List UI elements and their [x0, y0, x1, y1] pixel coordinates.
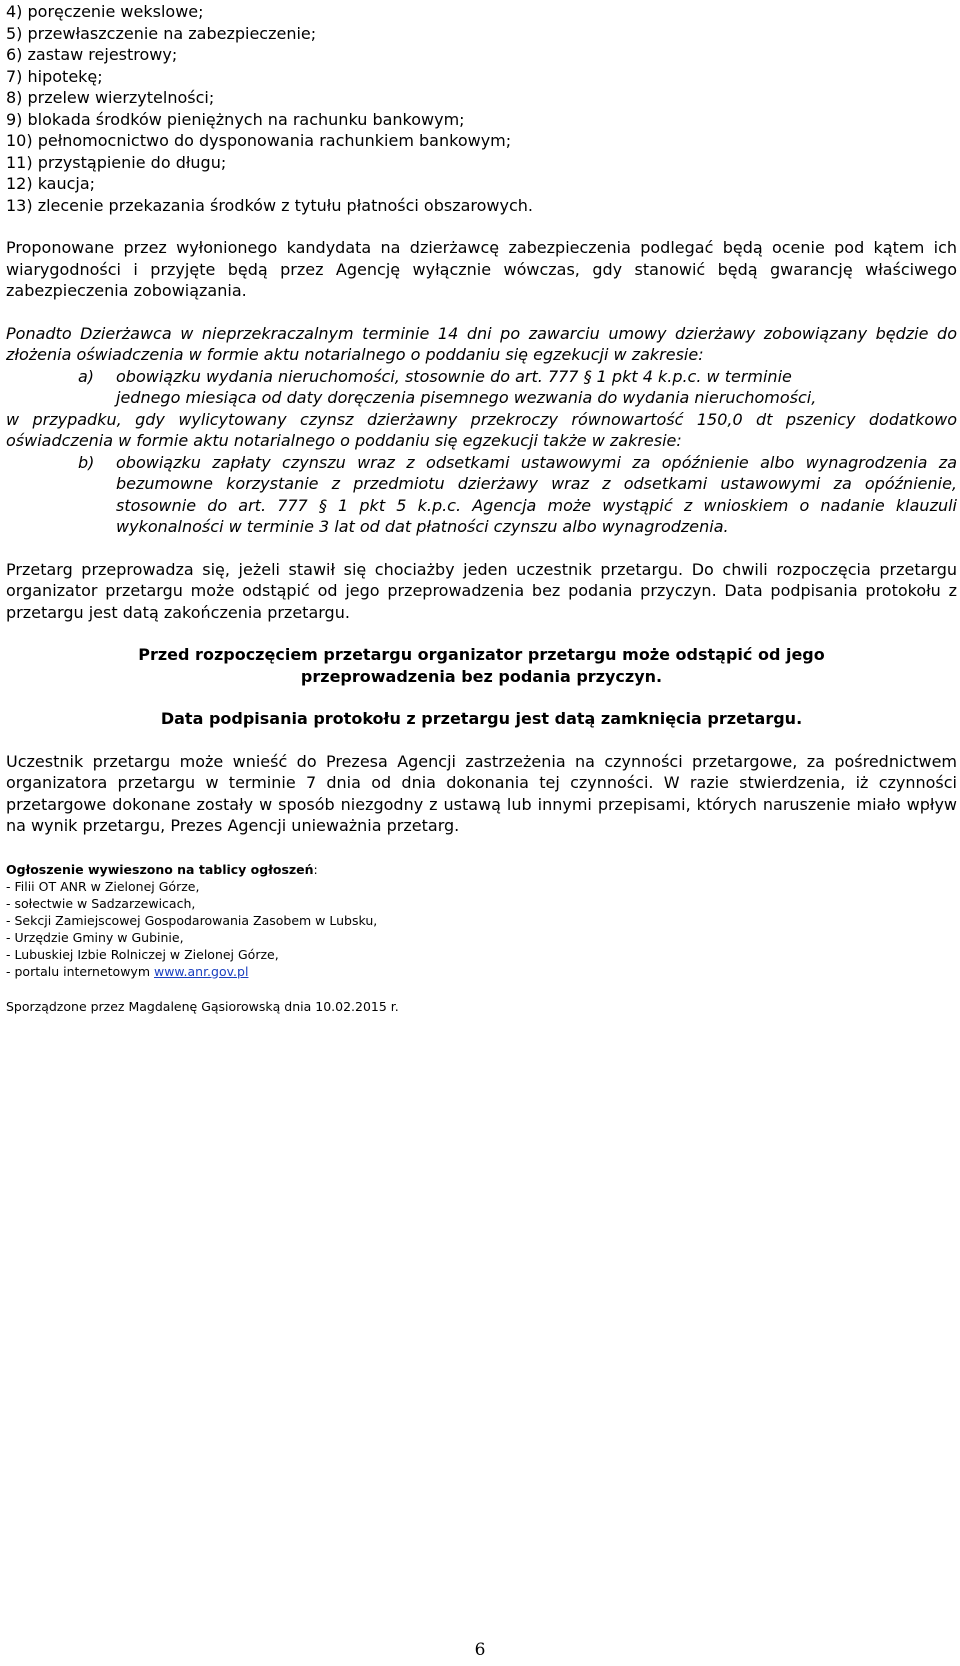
clause-b-text: obowiązku zapłaty czynszu wraz z odsetkami ustawowymi za opóźnienie albo wynagrodzenia za bezumowne korzystanie z przedmiotu dzierżawy wraz z odsetkami ustawowymi za opóźnienie, stosownie do art. 777 § 1 pkt 5 k.p.c. Agencja może wystąpić z wnioskiem o nadanie klauzuli wykonalności w terminie 3 lat od dat płatności czynszu albo wynagrodzenia.	[116, 452, 957, 536]
bold-notice-withdrawal: Przed rozpoczęciem przetargu organizator przetargu może odstąpić od jego przeprowadzenia bez podania przyczyn.	[138, 645, 825, 686]
posting-section	[6, 861, 957, 980]
list-item: 12) kaucja;	[6, 174, 96, 193]
posting-item: - Sekcji Zamiejscowej Gospodarowania Zasobem w Lubsku,	[6, 912, 378, 928]
list-item: 4) poręczenie wekslowe;	[6, 2, 204, 21]
security-list	[6, 1, 957, 216]
posting-item: - Filii OT ANR w Zielonej Górze,	[6, 878, 200, 894]
clause-b	[6, 452, 957, 538]
list-item: 5) przewłaszczenie na zabezpieczenie;	[6, 23, 317, 43]
paragraph-additional-declaration: w przypadku, gdy wylicytowany czynsz dzierżawny przekroczy równowartość 150,0 dt pszenicy dodatkowo oświadczenia w formie aktu notarialnego o poddaniu się egzekucji także w zakresie:	[6, 409, 957, 450]
posting-item: - Lubuskiej Izbie Rolniczej w Zielonej Górze,	[6, 946, 279, 962]
document-body	[6, 0, 957, 1015]
list-item: 8) przelew wierzytelności;	[6, 88, 215, 107]
page-number: 6	[474, 1640, 486, 1660]
posting-item-portal: - portalu internetowym www.anr.gov.pl	[6, 963, 249, 979]
clause-a	[6, 366, 957, 388]
list-item: 7) hipotekę;	[6, 66, 103, 86]
portal-link[interactable]: www.anr.gov.pl	[153, 963, 249, 979]
clause-a-line2: jednego miesiąca od daty doręczenia pisemnego wezwania do wydania nieruchomości,	[116, 388, 817, 407]
list-item: 9) blokada środków pieniężnych na rachunku bankowym;	[6, 109, 465, 129]
paragraph-proposed-securities: Proponowane przez wyłonionego kandydata na dzierżawcę zabezpieczenia podlegać będą ocenie pod kątem ich wiarygodności i przyjęte będą przez Agencję wyłącznie wówczas, gdy stanowić będą gwarancję właściwego zabezpieczenia zobowiązania.	[6, 238, 957, 300]
clause-b-letter: b)	[78, 452, 95, 472]
list-item: 13) zlecenie przekazania środków z tytułu płatności obszarowych.	[6, 195, 534, 215]
paragraph-objections: Uczestnik przetargu może wnieść do Prezesa Agencji zastrzeżenia na czynności przetargowe, za pośrednictwem organizatora przetargu w terminie 7 dnia od dnia dokonania tej czynności. W razie stwierdzenia, iż czynności przetargowe dokonane zostały w sposób niezgodny z ustawą lub innymi przepisami, których naruszenie miało wpływ na wynik przetargu, Prezes Agencji unieważnia przetarg.	[6, 751, 957, 835]
bold-notice-closing-date: Data podpisania protokołu z przetargu jest datą zamknięcia przetargu.	[160, 709, 803, 728]
prepared-by: Sporządzone przez Magdalenę Gąsiorowską dnia 10.02.2015 r.	[6, 998, 399, 1014]
clause-a-letter: a)	[78, 366, 95, 386]
posting-item: - sołectwie w Sadzarzewicach,	[6, 895, 196, 911]
posting-item: - Urzędzie Gminy w Gubinie,	[6, 929, 184, 945]
paragraph-tender-conduct: Przetarg przeprowadza się, jeżeli stawił się chociażby jeden uczestnik przetargu. Do chwili rozpoczęcia przetargu organizator przetargu może odstąpić od jego przeprowadzenia bez podania przyczyn. Data podpisania protokołu z przetargu jest datą zakończenia przetargu.	[6, 559, 957, 622]
clause-a-line1: obowiązku wydania nieruchomości, stosownie do art. 777 § 1 pkt 4 k.p.c. w terminie	[116, 366, 792, 386]
paragraph-notarial-declaration: Ponadto Dzierżawca w nieprzekraczalnym terminie 14 dni po zawarciu umowy dzierżawy zobowiązany będzie do złożenia oświadczenia w formie aktu notarialnego o poddaniu się egzekucji w zakresie:	[6, 323, 957, 364]
list-item: 11) przystąpienie do długu;	[6, 152, 227, 172]
list-item: 6) zastaw rejestrowy;	[6, 45, 178, 64]
list-item: 10) pełnomocnictwo do dysponowania rachunkiem bankowym;	[6, 131, 512, 150]
posting-heading: Ogłoszenie wywieszono na tablicy ogłoszeń:	[6, 861, 318, 877]
